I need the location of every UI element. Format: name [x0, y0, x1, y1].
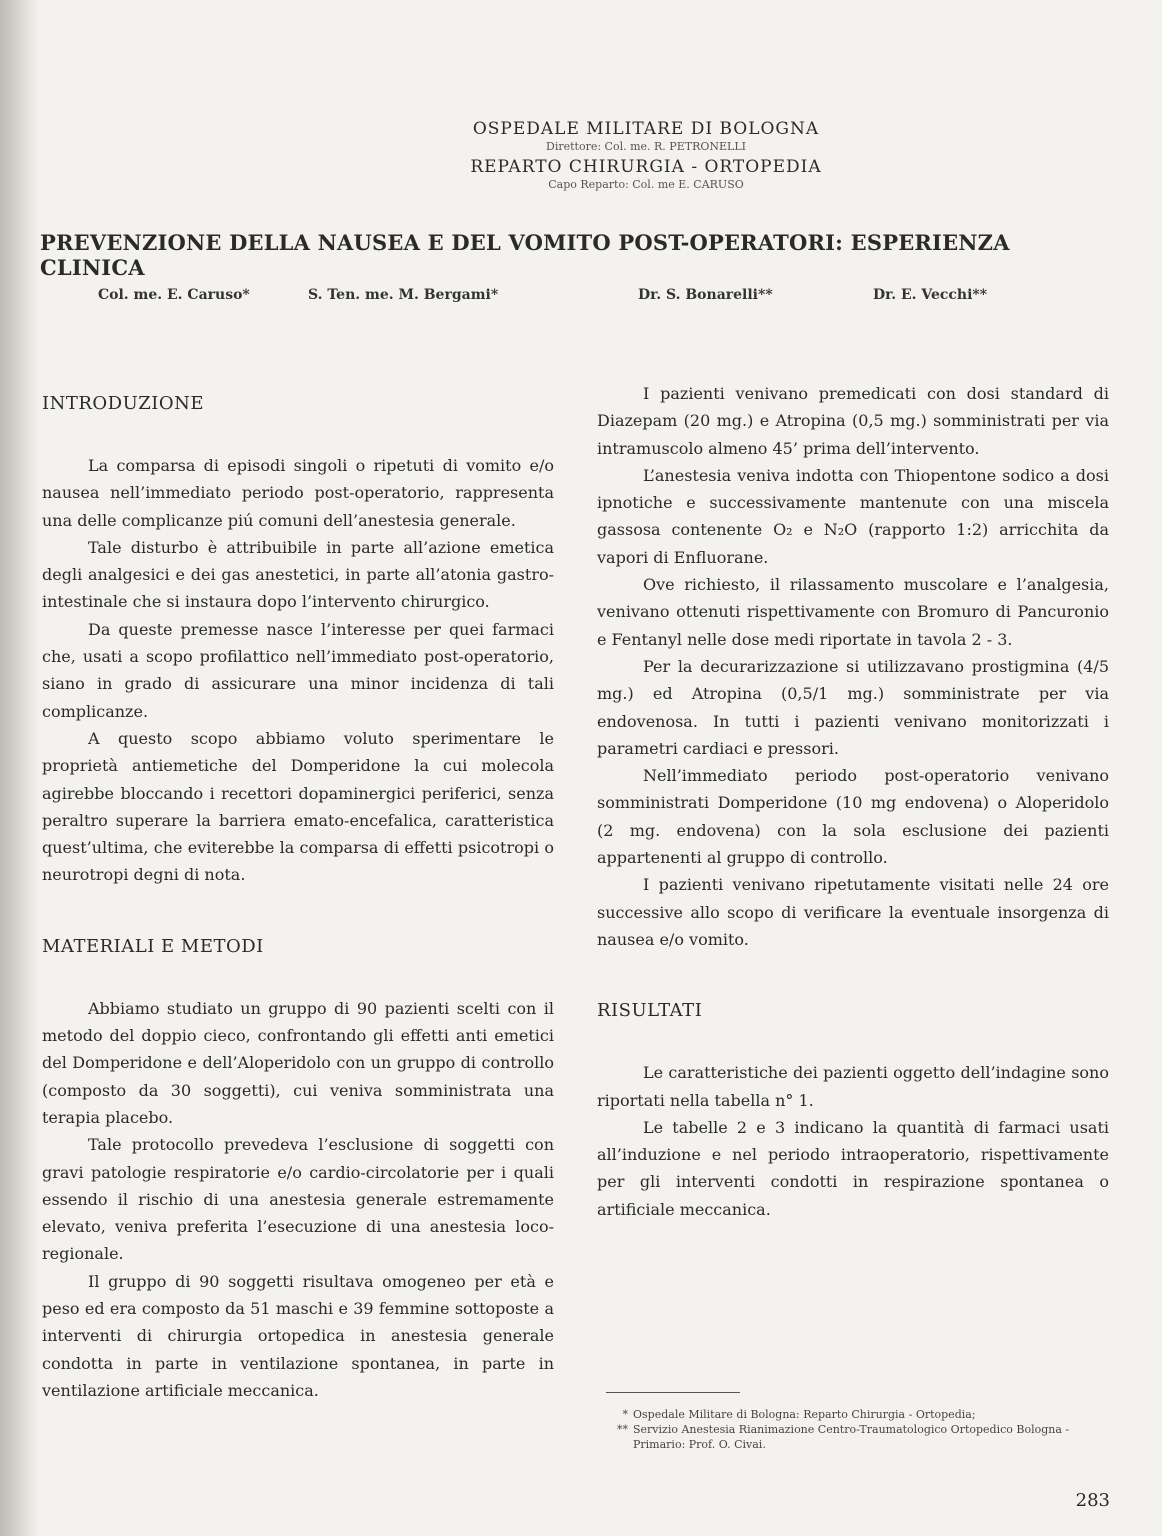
department-head-line: Capo Reparto: Col. me E. CARUSO	[548, 178, 744, 191]
footnotes	[606, 1392, 1116, 1452]
paragraph: Da queste premesse nasce l’interesse per quei farmaci che, usati a scopo profilattico nell’immediato post-operatorio, siano in grado di assicurare una minor incidenza di tali complicanze.	[42, 619, 554, 721]
right-column	[597, 380, 1109, 1223]
author: Dr. E. Vecchi**	[873, 287, 988, 303]
paragraph: A questo scopo abbiamo voluto sperimentare le proprietà antiemetiche del Domperidone la cui molecola agirebbe bloccando i recettori dopaminergici periferici, senza peraltro superare la barriera emato-encefalica, caratteristica quest’ultima, che eviterebbe la comparsa di effetti psicotropi o neurotropi degni di nota.	[42, 728, 554, 885]
paragraph: Le caratteristiche dei pazienti oggetto dell’indagine sono riportati nella tabella n° 1.	[597, 1063, 1109, 1110]
footnote	[606, 1422, 1116, 1452]
footnote	[606, 1407, 1116, 1422]
paragraph: La comparsa di episodi singoli o ripetuti di vomito e/o nausea nell’immediato periodo post-operatorio, rappresenta una delle complicanze piú comuni dell’anestesia generale.	[42, 456, 554, 530]
author: Dr. S. Bonarelli**	[638, 287, 773, 303]
paragraph: Per la decurarizzazione si utilizzavano prostigmina (4/5 mg.) ed Atropina (0,5/1 mg.) somministrate per via endovenosa. In tutti i pazienti venivano monitorizzati i parametri cardiaci e pressori.	[597, 656, 1109, 758]
article-title: PREVENZIONE DELLA NAUSEA E DEL VOMITO POST-OPERATORI: ESPERIENZA CLINICA	[40, 230, 1010, 280]
paragraph: Tale disturbo è attribuibile in parte all’azione emetica degli analgesici e dei gas anestetici, in parte all’atonia gastro-intestinale che si instaura dopo l’intervento chirurgico.	[42, 537, 554, 612]
footnote-rule	[606, 1392, 740, 1393]
paragraph: Nell’immediato periodo post-operatorio venivano somministrati Domperidone (10 mg endovena) o Aloperidolo (2 mg. endovena) con la sola esclusione dei pazienti appartenenti al gruppo di controllo.	[597, 766, 1109, 868]
paragraph: Ove richiesto, il rilassamento muscolare e l’analgesia, venivano ottenuti rispettivamente con Bromuro di Pancuronio e Fentanyl nelle dose medi riportate in tavola 2 - 3.	[597, 575, 1109, 649]
section-heading-intro: INTRODUZIONE	[42, 393, 205, 414]
author: S. Ten. me. M. Bergami*	[308, 287, 499, 303]
author-list	[98, 287, 1098, 303]
section-heading-results: RISULTATI	[597, 1000, 703, 1022]
footnote-mark: **	[617, 1423, 628, 1436]
institution-name: OSPEDALE MILITARE DI BOLOGNA	[472, 119, 820, 139]
page-gutter-shadow	[0, 0, 40, 1536]
institution-header	[0, 118, 1162, 194]
paragraph: I pazienti venivano ripetutamente visitati nelle 24 ore successive allo scopo di verificare la eventuale insorgenza di nausea e/o vomito.	[597, 875, 1109, 949]
footnote-text: Ospedale Militare di Bologna: Reparto Chirurgia - Ortopedia;	[633, 1408, 976, 1421]
department-name: REPARTO CHIRURGIA - ORTOPEDIA	[470, 157, 822, 177]
paragraph: Abbiamo studiato un gruppo di 90 pazienti scelti con il metodo del doppio cieco, confrontando gli effetti anti emetici del Domperidone e dell’Aloperidolo con un gruppo di controllo (composto da 30 soggetti), cui veniva somministrata una terapia placebo.	[42, 998, 554, 1127]
page-number: 283	[1075, 1490, 1110, 1511]
paragraph: Tale protocollo prevedeva l’esclusione di soggetti con gravi patologie respiratorie e/o cardio-circolatorie per i quali essendo il rischio di una anestesia generale estremamente elevato, veniva preferita l’esecuzione di una anestesia loco-regionale.	[42, 1135, 554, 1264]
footnote-text: Servizio Anestesia Rianimazione Centro-Traumatologico Ortopedico Bologna - Primario: Prof. O. Civai.	[633, 1423, 1070, 1451]
paragraph: I pazienti venivano premedicati con dosi standard di Diazepam (20 mg.) e Atropina (0,5 mg.) somministrati per via intramuscolo almeno 45’ prima dell’intervento.	[597, 384, 1109, 458]
paragraph: L’anestesia veniva indotta con Thiopentone sodico a dosi ipnotiche e successivamente mantenute con una miscela gassosa contenente O₂ e N₂O (rapporto 1:2) arricchita da vapori di Enfluorane.	[597, 465, 1109, 567]
paragraph: Il gruppo di 90 soggetti risultava omogeneo per età e peso ed era composto da 51 maschi e 39 femmine sottoposte a interventi di chirurgia ortopedica in anestesia generale condotta in parte in ventilazione spontanea, in parte in ventilazione artificiale meccanica.	[42, 1271, 554, 1400]
author: Col. me. E. Caruso*	[98, 287, 250, 303]
director-line: Direttore: Col. me. R. PETRONELLI	[546, 140, 746, 153]
section-heading-methods: MATERIALI E METODI	[42, 935, 264, 957]
footnote-mark: *	[622, 1408, 628, 1421]
left-column	[42, 390, 554, 1404]
paragraph: Le tabelle 2 e 3 indicano la quantità di farmaci usati all’induzione e nel periodo intraoperatorio, rispettivamente per gli interventi condotti in respirazione spontanea o artificiale meccanica.	[597, 1117, 1109, 1219]
